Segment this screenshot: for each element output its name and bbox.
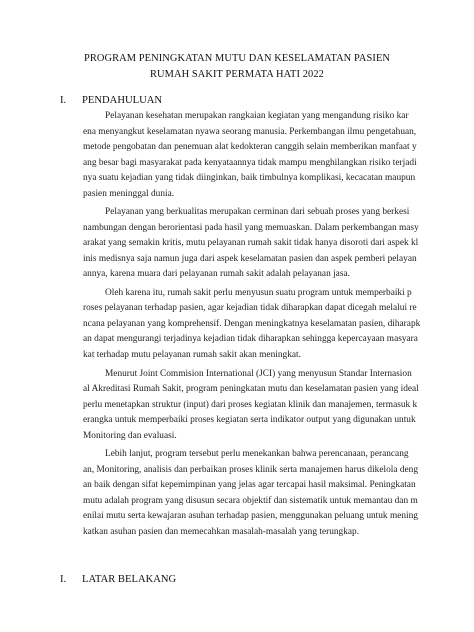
paragraph-line: roses pelayanan terhadap pasien, agar kejadian tidak diharapkan dapat dicegah melalui re [83, 303, 417, 314]
paragraph-line: an, Monitoring, analisis dan perbaikan proses klinik serta manajemen harus dikelola deng [83, 464, 418, 475]
paragraph-line: Pelayanan kesehatan merupakan rangkaian kegiatan yang mengandung risiko kar [105, 111, 409, 121]
paragraph-line: ena menyangkut keselamatan nyawa seorang manusia. Perkembangan ilmu pengetahuan, [83, 126, 417, 137]
section-number: I. [60, 95, 67, 106]
paragraph [83, 367, 443, 445]
paragraph-line: Oleh karena itu, rumah sakit perlu menyusun suatu program untuk memperbaiki p [105, 287, 412, 298]
paragraph [83, 109, 443, 202]
paragraph-line: nambungan dengan berorientasi pada hasil yang memuaskan. Dalam perkembangan masy [83, 222, 419, 233]
paragraph-line: Monitoring dan evaluasi. [83, 430, 177, 441]
paragraph-line: Lebih lanjut, program tersebut perlu menekankan bahwa perencanaan, perancang [105, 449, 409, 460]
paragraph-line: Pelayanan yang berkualitas merupakan cerminan dari sebuah proses yang berkesi [105, 207, 410, 218]
paragraph-line: al Akreditasi Rumah Sakit, program peningkatan mutu dan keselamatan pasien yang ideal [83, 384, 419, 395]
section-label: PENDAHULUAN [82, 95, 163, 106]
paragraph-line: inis medisnya saja namun juga dari aspek keselamatan pasien dan aspek pemberi pelayan [83, 253, 417, 264]
document-title: PROGRAM PENINGKATAN MUTU DAN KESELAMATAN PASIEN [83, 53, 390, 64]
paragraph-line: nya suatu kejadian yang tidak diinginkan, baik timbulnya komplikasi, kecacatan maupun [83, 173, 416, 183]
paragraph [83, 205, 443, 283]
paragraph-line: mutu adalah program yang disusun secara objektif dan sistematik untuk memantau dan m [83, 495, 418, 506]
section-body [83, 109, 443, 543]
paragraph-line: pasien meninggal dunia. [83, 188, 175, 199]
section-heading-pendahuluan [60, 95, 162, 106]
paragraph-line: perlu menetapkan struktur (input) dari proses kegiatan klinik dan manajemen, termasuk k [83, 399, 418, 410]
paragraph-line: katkan asuhan pasien dan memecahkan masalah-masalah yang terungkap. [83, 526, 360, 537]
paragraph-line: arakat yang semakin kritis, mutu pelayanan rumah sakit tidak hanya disoroti dari aspek kl [83, 238, 419, 249]
paragraph [83, 286, 443, 364]
paragraph-line: metode pengobatan dan penemuan alat kedokteran canggih selain memberikan manfaat y [83, 142, 417, 152]
paragraph-line: enilai mutu serta kewajaran asuhan terhadap pasien, menggunakan peluang untuk mening [83, 511, 418, 522]
paragraph-line: Menurut Joint Commision International (JCI) yang menyusun Standar Internasion [105, 368, 412, 379]
paragraph-line: ncana pelayanan yang komprehensif. Dengan meningkatnya keselamatan pasien, diharapk [83, 318, 421, 329]
paragraph-line: an dapat mengurangi terjadinya kejadian tidak diharapkan sehingga kepercayaan masyara [83, 334, 418, 345]
paragraph-line: ang besar bagi masyarakat pada kenyataannya tidak mampu menghilangkan risiko terjadi [83, 157, 417, 168]
section-label: LATAR BELAKANG [82, 574, 177, 585]
section-heading-latar-belakang [60, 574, 176, 585]
paragraph-line: kat terhadap mutu pelayanan rumah sakit akan meningkat. [83, 349, 301, 360]
paragraph-line: annya, karena muara dari pelayanan rumah sakit adalah pelayanan jasa. [83, 269, 350, 280]
paragraph-line: an baik dengan sifat kepemimpinan yang jelas agar tercapai hasil maksimal. Peningkatan [83, 480, 416, 491]
section-number: I. [60, 574, 67, 585]
document-subtitle: RUMAH SAKIT PERMATA HATI 2022 [150, 69, 324, 80]
paragraph-line: erangka untuk memperbaiki proses kegiatan serta indikator output yang digunakan untuk [83, 415, 416, 426]
paragraph [83, 447, 443, 540]
